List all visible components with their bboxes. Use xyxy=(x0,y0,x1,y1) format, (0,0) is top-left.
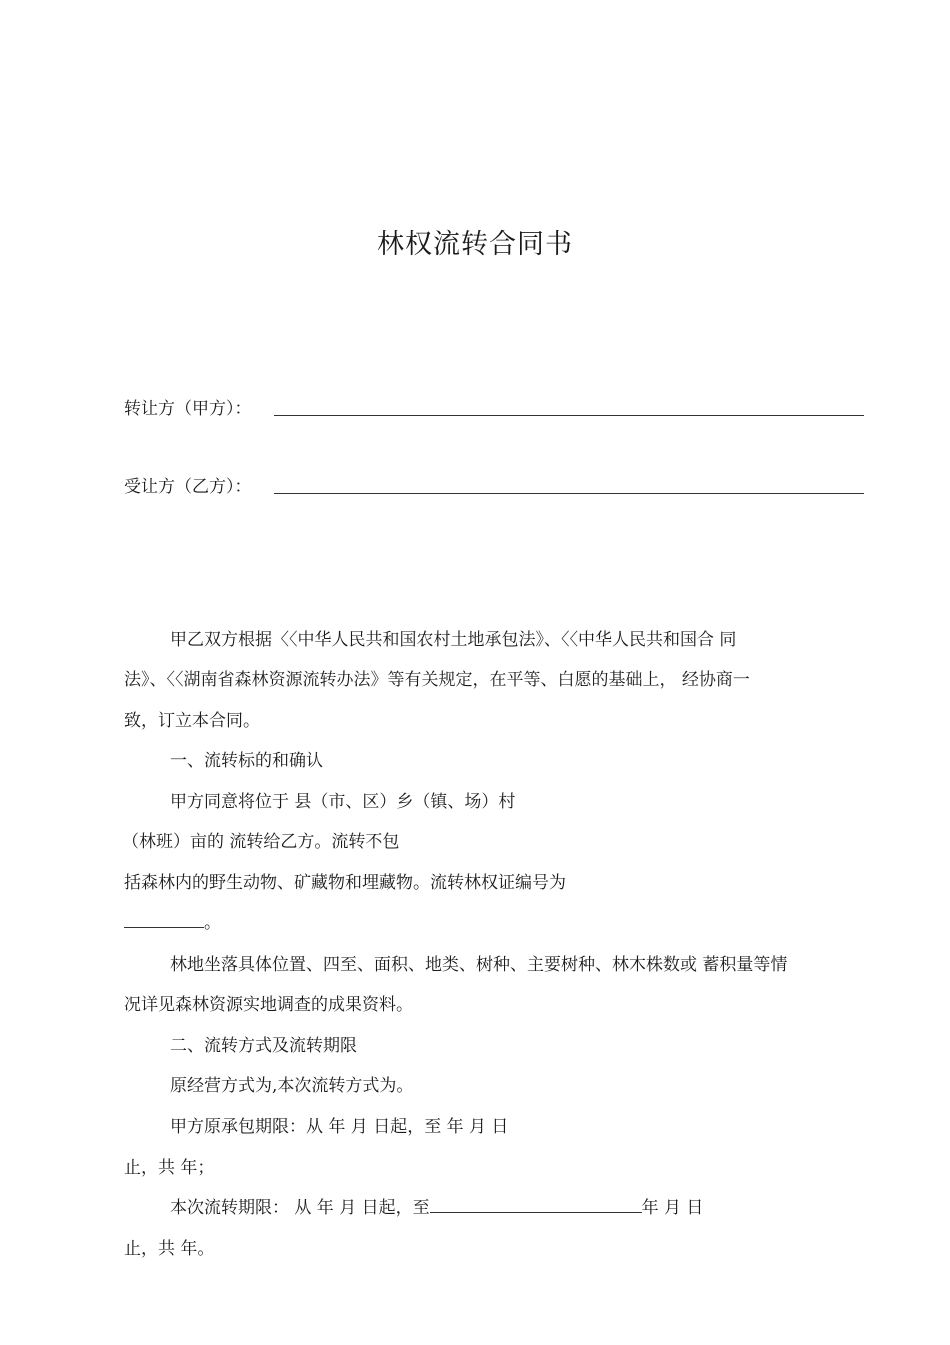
section-1-paragraph-2-line-1: 林地坐落具体位置、四至、面积、地类、树种、主要树种、林木株数或 蓄积量等情 xyxy=(170,955,788,975)
paragraph-1-line-1: 甲乙双方根据〈〈中华人民共和国农村土地承包法》、〈〈中华人民共和国合 同 xyxy=(170,630,737,650)
section-2-line-3: 止，共 年； xyxy=(124,1158,215,1178)
transferor-blank[interactable] xyxy=(274,415,864,416)
section-1-line-4 xyxy=(124,908,221,933)
section-1-line-2: （林班）亩的 流转给乙方。流转不包 xyxy=(122,832,400,852)
paragraph-1-line-3: 致，订立本合同。 xyxy=(124,711,260,731)
transferee-blank[interactable] xyxy=(274,493,864,494)
section-2-heading: 二、流转方式及流转期限 xyxy=(170,1036,357,1056)
section-2-line-1: 原经营方式为,本次流转方式为。 xyxy=(170,1076,414,1096)
transferee-label: 受让方（乙方）： xyxy=(124,477,252,497)
section-2-line-4 xyxy=(170,1193,703,1218)
transferor-label: 转让方（甲方）： xyxy=(124,399,252,419)
section-2-line-2: 甲方原承包期限：从 年 月 日起，至 年 月 日 xyxy=(170,1117,509,1137)
document-title: 林权流转合同书 xyxy=(377,229,573,260)
transfer-term-prefix: 本次流转期限： 从 年 月 日起，至 xyxy=(170,1198,430,1218)
paragraph-1-line-2: 法》、〈〈湖南省森林资源流转办法》等有关规定，在平等、白愿的基础上， 经协商一 xyxy=(124,670,750,690)
transfer-term-end-blank[interactable] xyxy=(430,1196,642,1213)
certificate-number-blank[interactable] xyxy=(124,911,204,928)
certificate-number-suffix: 。 xyxy=(204,913,221,933)
section-2-line-5: 止，共 年。 xyxy=(124,1239,215,1259)
transferor-row xyxy=(124,394,252,419)
transfer-term-suffix: 年 月 日 xyxy=(641,1198,704,1218)
section-1-paragraph-2-line-2: 况详见森林资源实地调查的成果资料。 xyxy=(124,995,413,1015)
section-1-line-1: 甲方同意将位于 县（市、区）乡（镇、场）村 xyxy=(170,792,516,812)
transferee-row xyxy=(124,472,252,497)
section-1-heading: 一、流转标的和确认 xyxy=(170,751,323,771)
section-1-line-3: 括森林内的野生动物、矿藏物和埋藏物。流转林权证编号为 xyxy=(124,873,566,893)
